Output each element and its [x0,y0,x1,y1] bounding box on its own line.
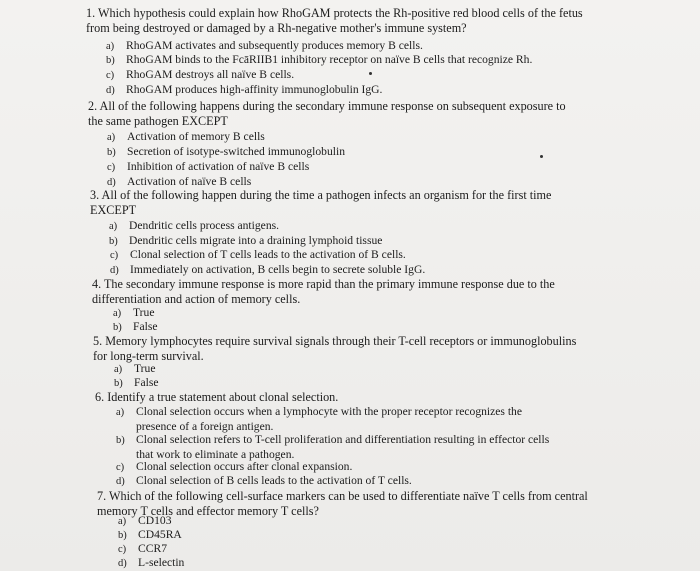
question-7-option-a[interactable] [118,514,172,529]
option-text: Inhibition of activation of naïve B cells [127,160,310,173]
option-text: CD45RA [138,528,182,541]
option-text: False [133,320,158,333]
option-text: Dendritic cells process antigens. [129,219,280,232]
option-text: Clonal selection of B cells leads to the activation of T cells. [136,474,412,487]
question-1-option-d[interactable] [106,83,382,98]
question-1-option-c[interactable] [106,68,294,83]
option-text: True [133,306,155,319]
question-7-stem-line-2: memory T cells and effector memory T cells? [97,503,319,518]
question-2-option-b[interactable] [107,145,345,160]
question-1 [86,6,583,35]
question-6-stem-line-1: 6. Identify a true statement about clonal selection. [95,390,339,404]
question-3-option-b[interactable] [109,234,382,249]
option-text: Clonal selection of T cells leads to the activation of B cells. [130,248,406,261]
option-letter: b) [118,530,127,541]
option-text: Secretion of isotype-switched immunoglobulin [127,145,345,158]
question-6 [95,390,338,405]
option-text: Dendritic cells migrate into a draining lymphoid tissue [129,234,383,247]
option-letter: b) [106,55,115,66]
question-4-option-b[interactable] [113,320,157,335]
option-text-line-1: Clonal selection refers to T-cell proliferation and differentiation resulting in effector cells [136,433,550,446]
question-1-stem-line-1: 1. Which hypothesis could explain how RhoGAM protects the Rh-positive red blood cells of the fetus [86,6,583,20]
question-3-stem-line-1: 3. All of the following happen during the time a pathogen infects an organism for the first time [90,188,552,202]
question-2-option-a[interactable] [107,130,265,145]
question-4-stem-line-2: differentiation and action of memory cells. [92,291,301,306]
question-7-option-c[interactable] [118,542,167,557]
option-letter: c) [110,250,119,261]
option-letter: a) [107,132,116,143]
option-letter: a) [114,364,123,375]
option-text: Clonal selection occurs after clonal expansion. [136,460,353,473]
option-letter: d) [107,177,116,188]
option-letter: d) [106,85,115,96]
option-letter: c) [106,70,115,81]
pen-dot-mark [369,72,372,75]
question-5-option-a[interactable] [114,362,155,377]
option-text: Activation of memory B cells [127,130,265,143]
question-4 [92,277,555,306]
question-6-option-b[interactable] [116,433,549,462]
option-letter: c) [107,162,116,173]
question-2-stem-line-2: the same pathogen EXCEPT [88,113,228,128]
question-6-option-a[interactable] [116,405,522,434]
question-1-option-a[interactable] [106,39,423,54]
pen-dot-mark [540,155,543,158]
question-2-stem-line-1: 2. All of the following happens during the secondary immune response on subsequent exposure to [88,99,566,113]
option-text: Activation of naïve B cells [127,175,252,188]
question-3-stem-line-2: EXCEPT [90,202,137,217]
option-letter: b) [107,147,116,158]
option-letter: a) [118,516,127,527]
question-5 [93,334,576,363]
option-text-line-1: Clonal selection occurs when a lymphocyte with the proper receptor recognizes the [136,405,522,418]
option-letter: c) [118,544,127,555]
question-7-option-b[interactable] [118,528,182,543]
option-letter: b) [116,435,125,446]
option-text: CCR7 [138,542,167,555]
question-6-option-c[interactable] [116,460,352,475]
option-text: L-selectin [138,556,185,569]
question-3 [90,188,551,217]
question-2 [88,99,566,128]
question-5-stem-line-2: for long-term survival. [93,348,204,363]
question-4-stem-line-1: 4. The secondary immune response is more rapid than the primary immune response due to the [92,277,555,291]
option-letter: d) [116,476,125,487]
question-2-option-c[interactable] [107,160,309,175]
question-7-option-d[interactable] [118,556,184,571]
option-text: True [134,362,156,375]
option-text: RhoGAM binds to the FcāRIIB1 inhibitory receptor on naïve B cells that recognize Rh. [126,53,533,66]
option-letter: a) [113,308,122,319]
option-text-line-2: that work to eliminate a pathogen. [136,448,295,461]
question-6-option-d[interactable] [116,474,412,489]
question-1-stem-line-2: from being destroyed or damaged by a Rh-negative mother's immune system? [86,20,467,35]
question-4-option-a[interactable] [113,306,154,321]
option-letter: d) [118,558,127,569]
option-text: RhoGAM destroys all naïve B cells. [126,68,295,81]
option-text: RhoGAM activates and subsequently produces memory B cells. [126,39,423,52]
option-text: Immediately on activation, B cells begin to secrete soluble IgG. [130,263,426,276]
option-letter: d) [110,265,119,276]
question-3-option-c[interactable] [110,248,406,263]
option-letter: a) [109,221,118,232]
question-3-option-a[interactable] [109,219,279,234]
question-3-option-d[interactable] [110,263,425,278]
option-text-line-2: presence of a foreign antigen. [136,420,274,433]
option-letter: a) [106,41,115,52]
option-letter: a) [116,407,125,418]
question-5-option-b[interactable] [114,376,158,391]
option-letter: b) [113,322,122,333]
question-7-stem-line-1: 7. Which of the following cell-surface markers can be used to differentiate naïve T cells from central [97,489,588,503]
question-5-stem-line-1: 5. Memory lymphocytes require survival signals through their T-cell receptors or immunoglobulins [93,334,577,348]
option-text: CD103 [138,514,172,527]
option-letter: b) [109,236,118,247]
option-text: RhoGAM produces high-affinity immunoglobulin IgG. [126,83,383,96]
option-letter: c) [116,462,125,473]
option-text: False [134,376,159,389]
question-1-option-b[interactable] [106,53,532,68]
option-letter: b) [114,378,123,389]
